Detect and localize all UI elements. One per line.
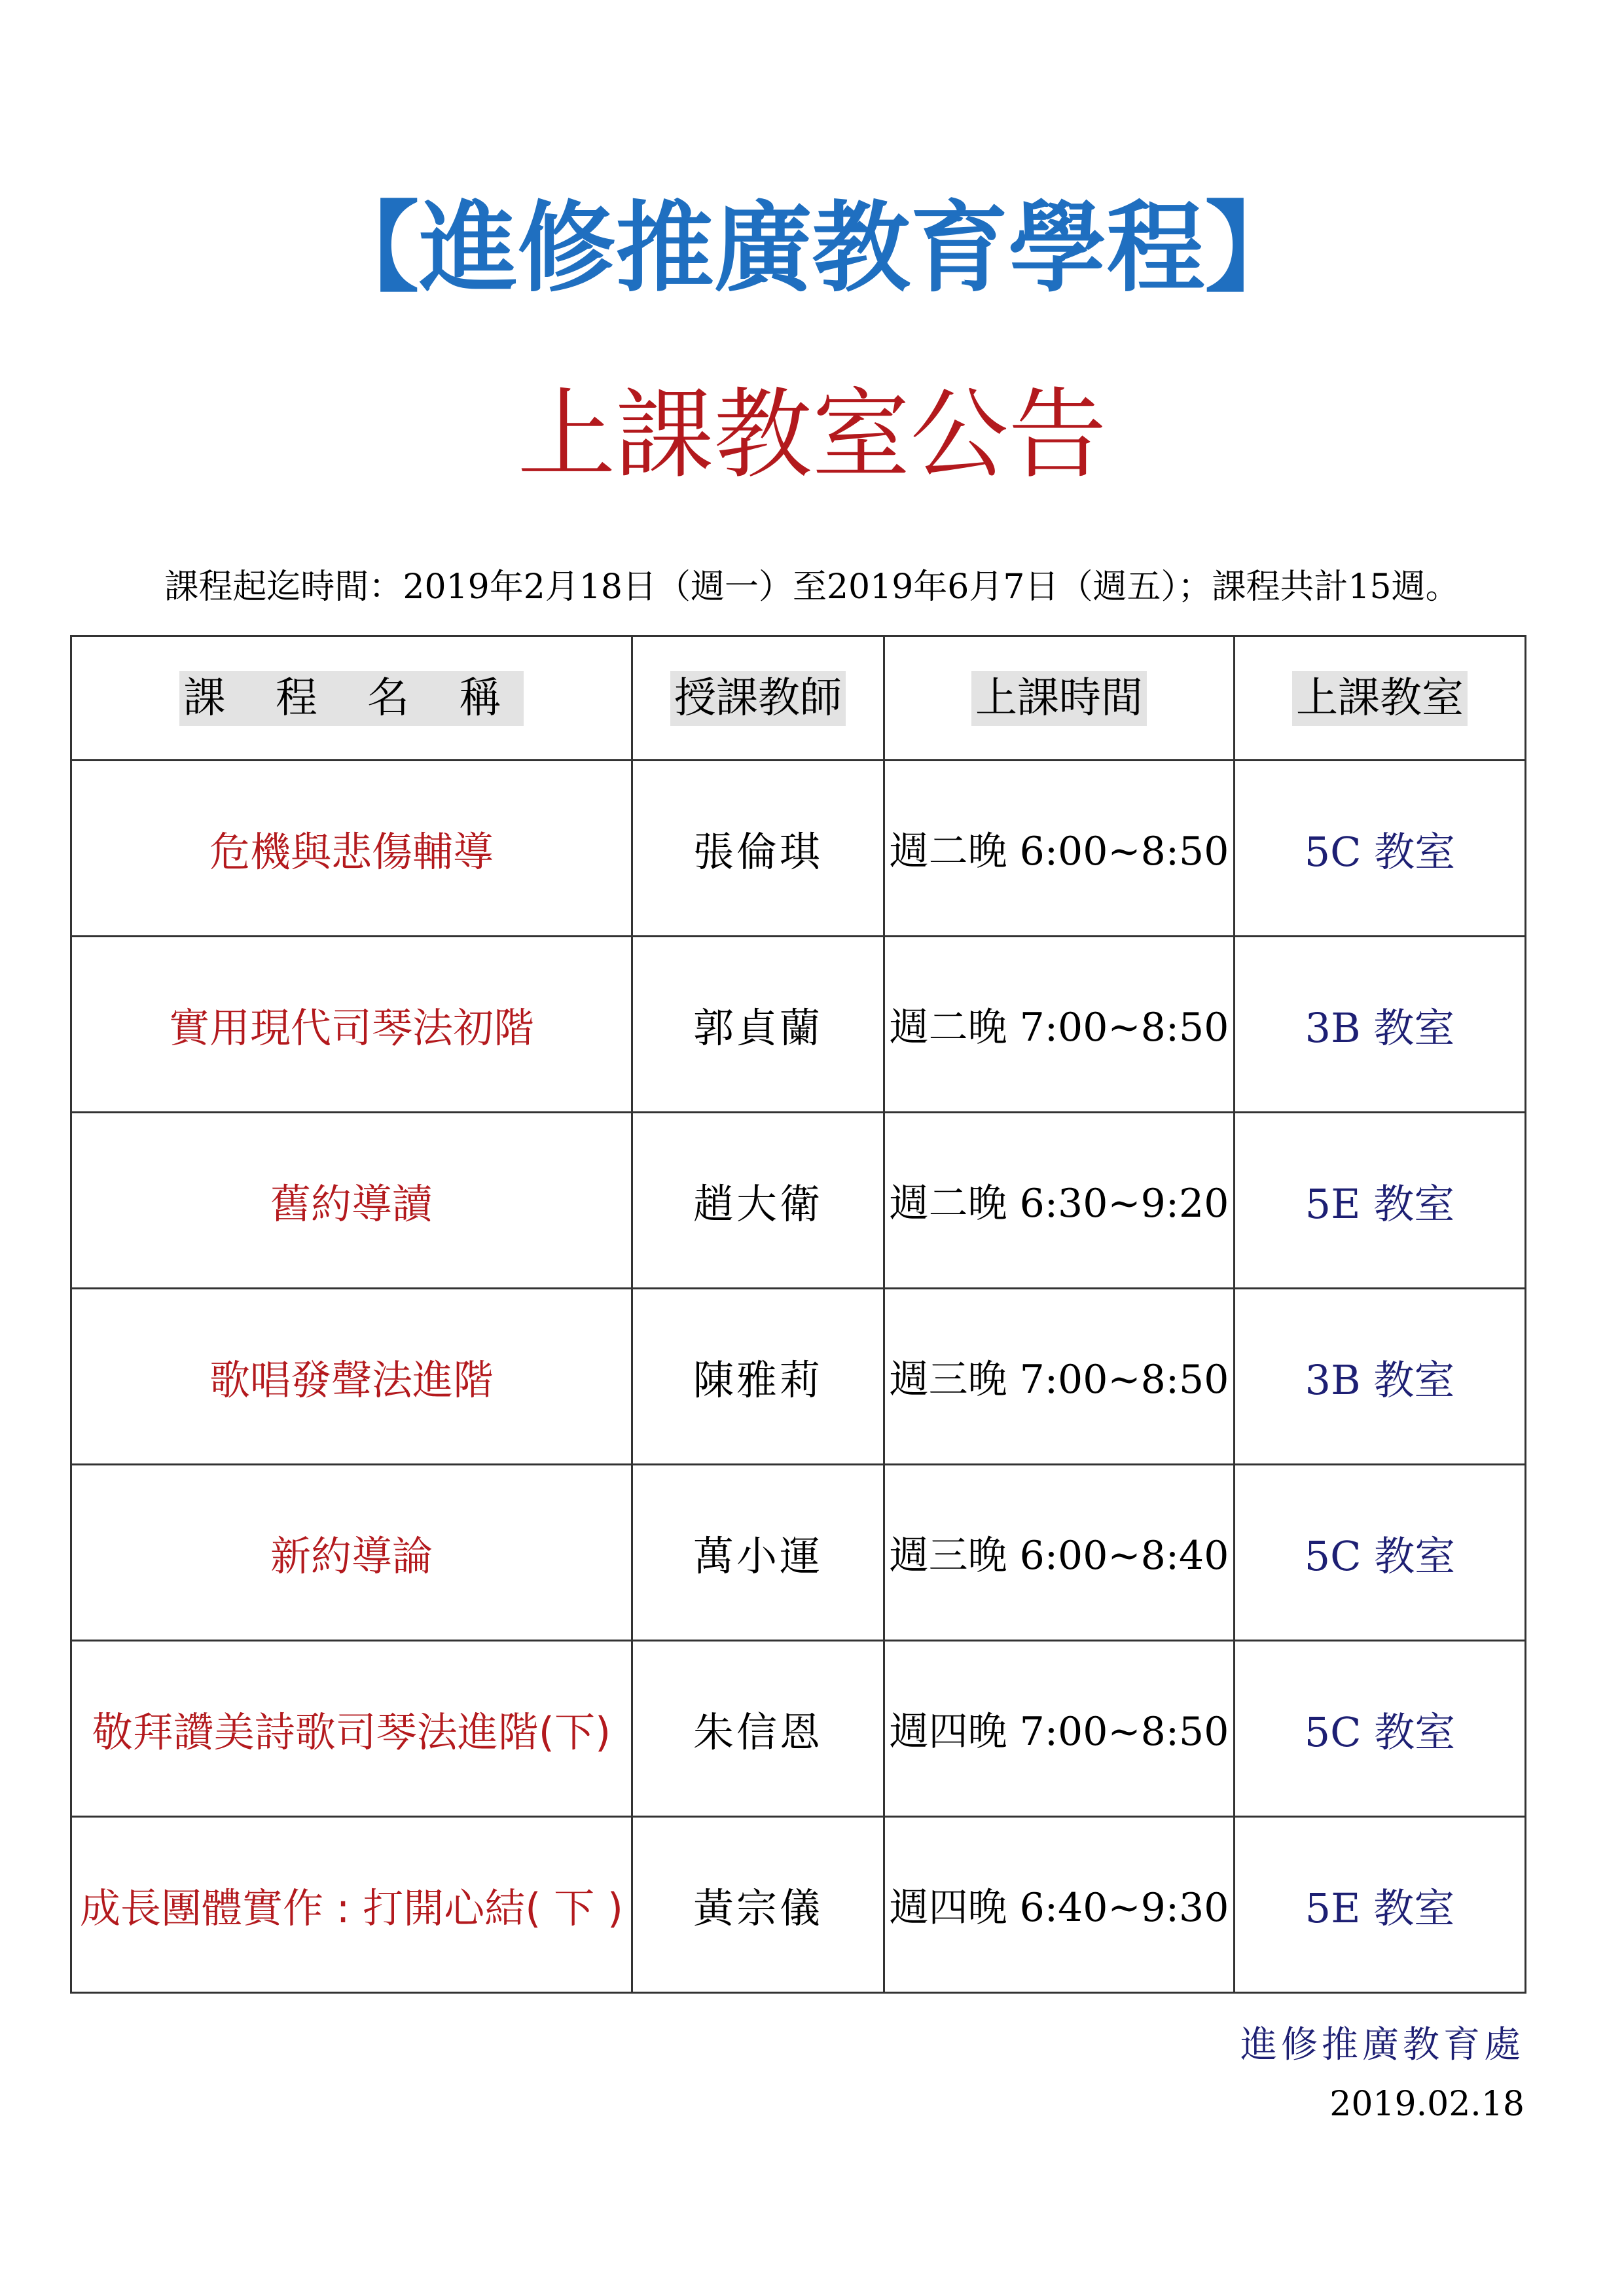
column-header-time	[884, 636, 1235, 761]
class-time: 週二晚 6:00~8:50	[884, 761, 1235, 937]
class-time: 週三晚 6:00~8:40	[884, 1465, 1235, 1641]
class-time: 週四晚 6:40~9:30	[884, 1817, 1235, 1993]
course-period-text: 課程起迄時間：2019年2月18日（週一）至2019年6月7日（週五）；課程共計15週。	[164, 567, 1460, 607]
table-row	[71, 1289, 1526, 1465]
course-name: 實用現代司琴法初階	[71, 937, 632, 1113]
schedule-table	[70, 635, 1526, 1994]
teacher-name: 趙大衛	[632, 1113, 884, 1289]
classroom: 5E 教室	[1235, 1817, 1526, 1993]
course-name: 歌唱發聲法進階	[71, 1289, 632, 1465]
teacher-name: 萬小運	[632, 1465, 884, 1641]
course-name: 舊約導讀	[71, 1113, 632, 1289]
classroom: 5C 教室	[1235, 1641, 1526, 1817]
course-name: 敬拜讚美詩歌司琴法進階(下)	[71, 1641, 632, 1817]
teacher-name: 陳雅莉	[632, 1289, 884, 1465]
column-header-time-label: 上課時間	[971, 671, 1147, 726]
table-row	[71, 1465, 1526, 1641]
column-header-course	[71, 636, 632, 761]
classroom: 3B 教室	[1235, 937, 1526, 1113]
class-time: 週二晚 7:00~8:50	[884, 937, 1235, 1113]
column-header-room	[1235, 636, 1526, 761]
table-row	[71, 1113, 1526, 1289]
notice-title: 上課教室公告	[517, 378, 1107, 492]
table-row	[71, 1641, 1526, 1817]
table-row	[71, 1817, 1526, 1993]
column-header-teacher-label: 授課教師	[670, 671, 846, 726]
teacher-name: 朱信恩	[632, 1641, 884, 1817]
issuing-organization: 進修推廣教育處	[1240, 2024, 1525, 2066]
classroom: 5E 教室	[1235, 1113, 1526, 1289]
column-header-teacher	[632, 636, 884, 761]
course-name: 危機與悲傷輔導	[71, 761, 632, 937]
table-row	[71, 761, 1526, 937]
course-name: 新約導論	[71, 1465, 632, 1641]
class-time: 週三晚 7:00~8:50	[884, 1289, 1235, 1465]
classroom: 3B 教室	[1235, 1289, 1526, 1465]
issue-date: 2019.02.18	[1329, 2085, 1525, 2124]
class-time: 週四晚 7:00~8:50	[884, 1641, 1235, 1817]
column-header-course-label: 課 程 名 稱	[179, 671, 523, 726]
class-time: 週二晚 6:30~9:20	[884, 1113, 1235, 1289]
course-name: 成長團體實作 : 打開心結( 下 )	[71, 1817, 632, 1993]
teacher-name: 黃宗儀	[632, 1817, 884, 1993]
teacher-name: 張倫琪	[632, 761, 884, 937]
teacher-name: 郭貞蘭	[632, 937, 884, 1113]
table-header-row	[71, 636, 1526, 761]
table-row	[71, 937, 1526, 1113]
column-header-room-label: 上課教室	[1292, 671, 1468, 726]
classroom: 5C 教室	[1235, 1465, 1526, 1641]
program-title: 【進修推廣教育學程】	[321, 192, 1303, 306]
classroom: 5C 教室	[1235, 761, 1526, 937]
